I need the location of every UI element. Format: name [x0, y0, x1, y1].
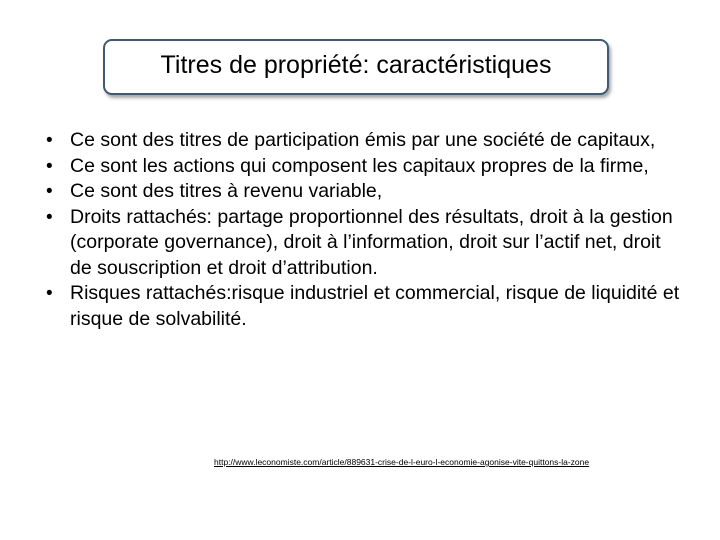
bullet-text-1: Ce sont des titres de participation émis par une société de capitaux, — [70, 129, 656, 151]
bullet-dot-icon: • — [46, 181, 53, 202]
bullet-item-4 — [46, 205, 686, 282]
bullet-dot-icon: • — [46, 130, 53, 151]
bullet-item-5 — [46, 281, 686, 332]
bullet-text-4: Droits rattachés: partage proportionnel des résultats, droit à la gestion (corporate governance), droit à l’information, droit sur l’actif net, droit de souscription et droit d’attribution. — [70, 205, 673, 279]
bullet-item-1 — [46, 128, 686, 154]
bullet-dot-icon: • — [46, 283, 53, 304]
bullet-dot-icon: • — [46, 155, 53, 177]
bullet-list — [46, 128, 686, 332]
bullet-text-5: Risques rattachés:risque industriel et commercial, risque de liquidité et risque de solvabilité. — [70, 282, 680, 330]
source-link[interactable]: http://www.leconomiste.com/article/889631-crise-de-l-euro-l-economie-agonise-vite-quittons-la-zone — [214, 457, 590, 467]
bullet-dot-icon: • — [46, 206, 53, 228]
bullet-text-2: Ce sont les actions qui composent les capitaux propres de la firme, — [70, 154, 649, 177]
bullet-text-3: Ce sont des titres à revenu variable, — [70, 180, 383, 202]
slide-title: Titres de propriété: caractéristiques — [160, 50, 552, 79]
bullet-item-2 — [46, 154, 686, 180]
bullet-item-3 — [46, 179, 686, 205]
title-box — [103, 39, 609, 95]
